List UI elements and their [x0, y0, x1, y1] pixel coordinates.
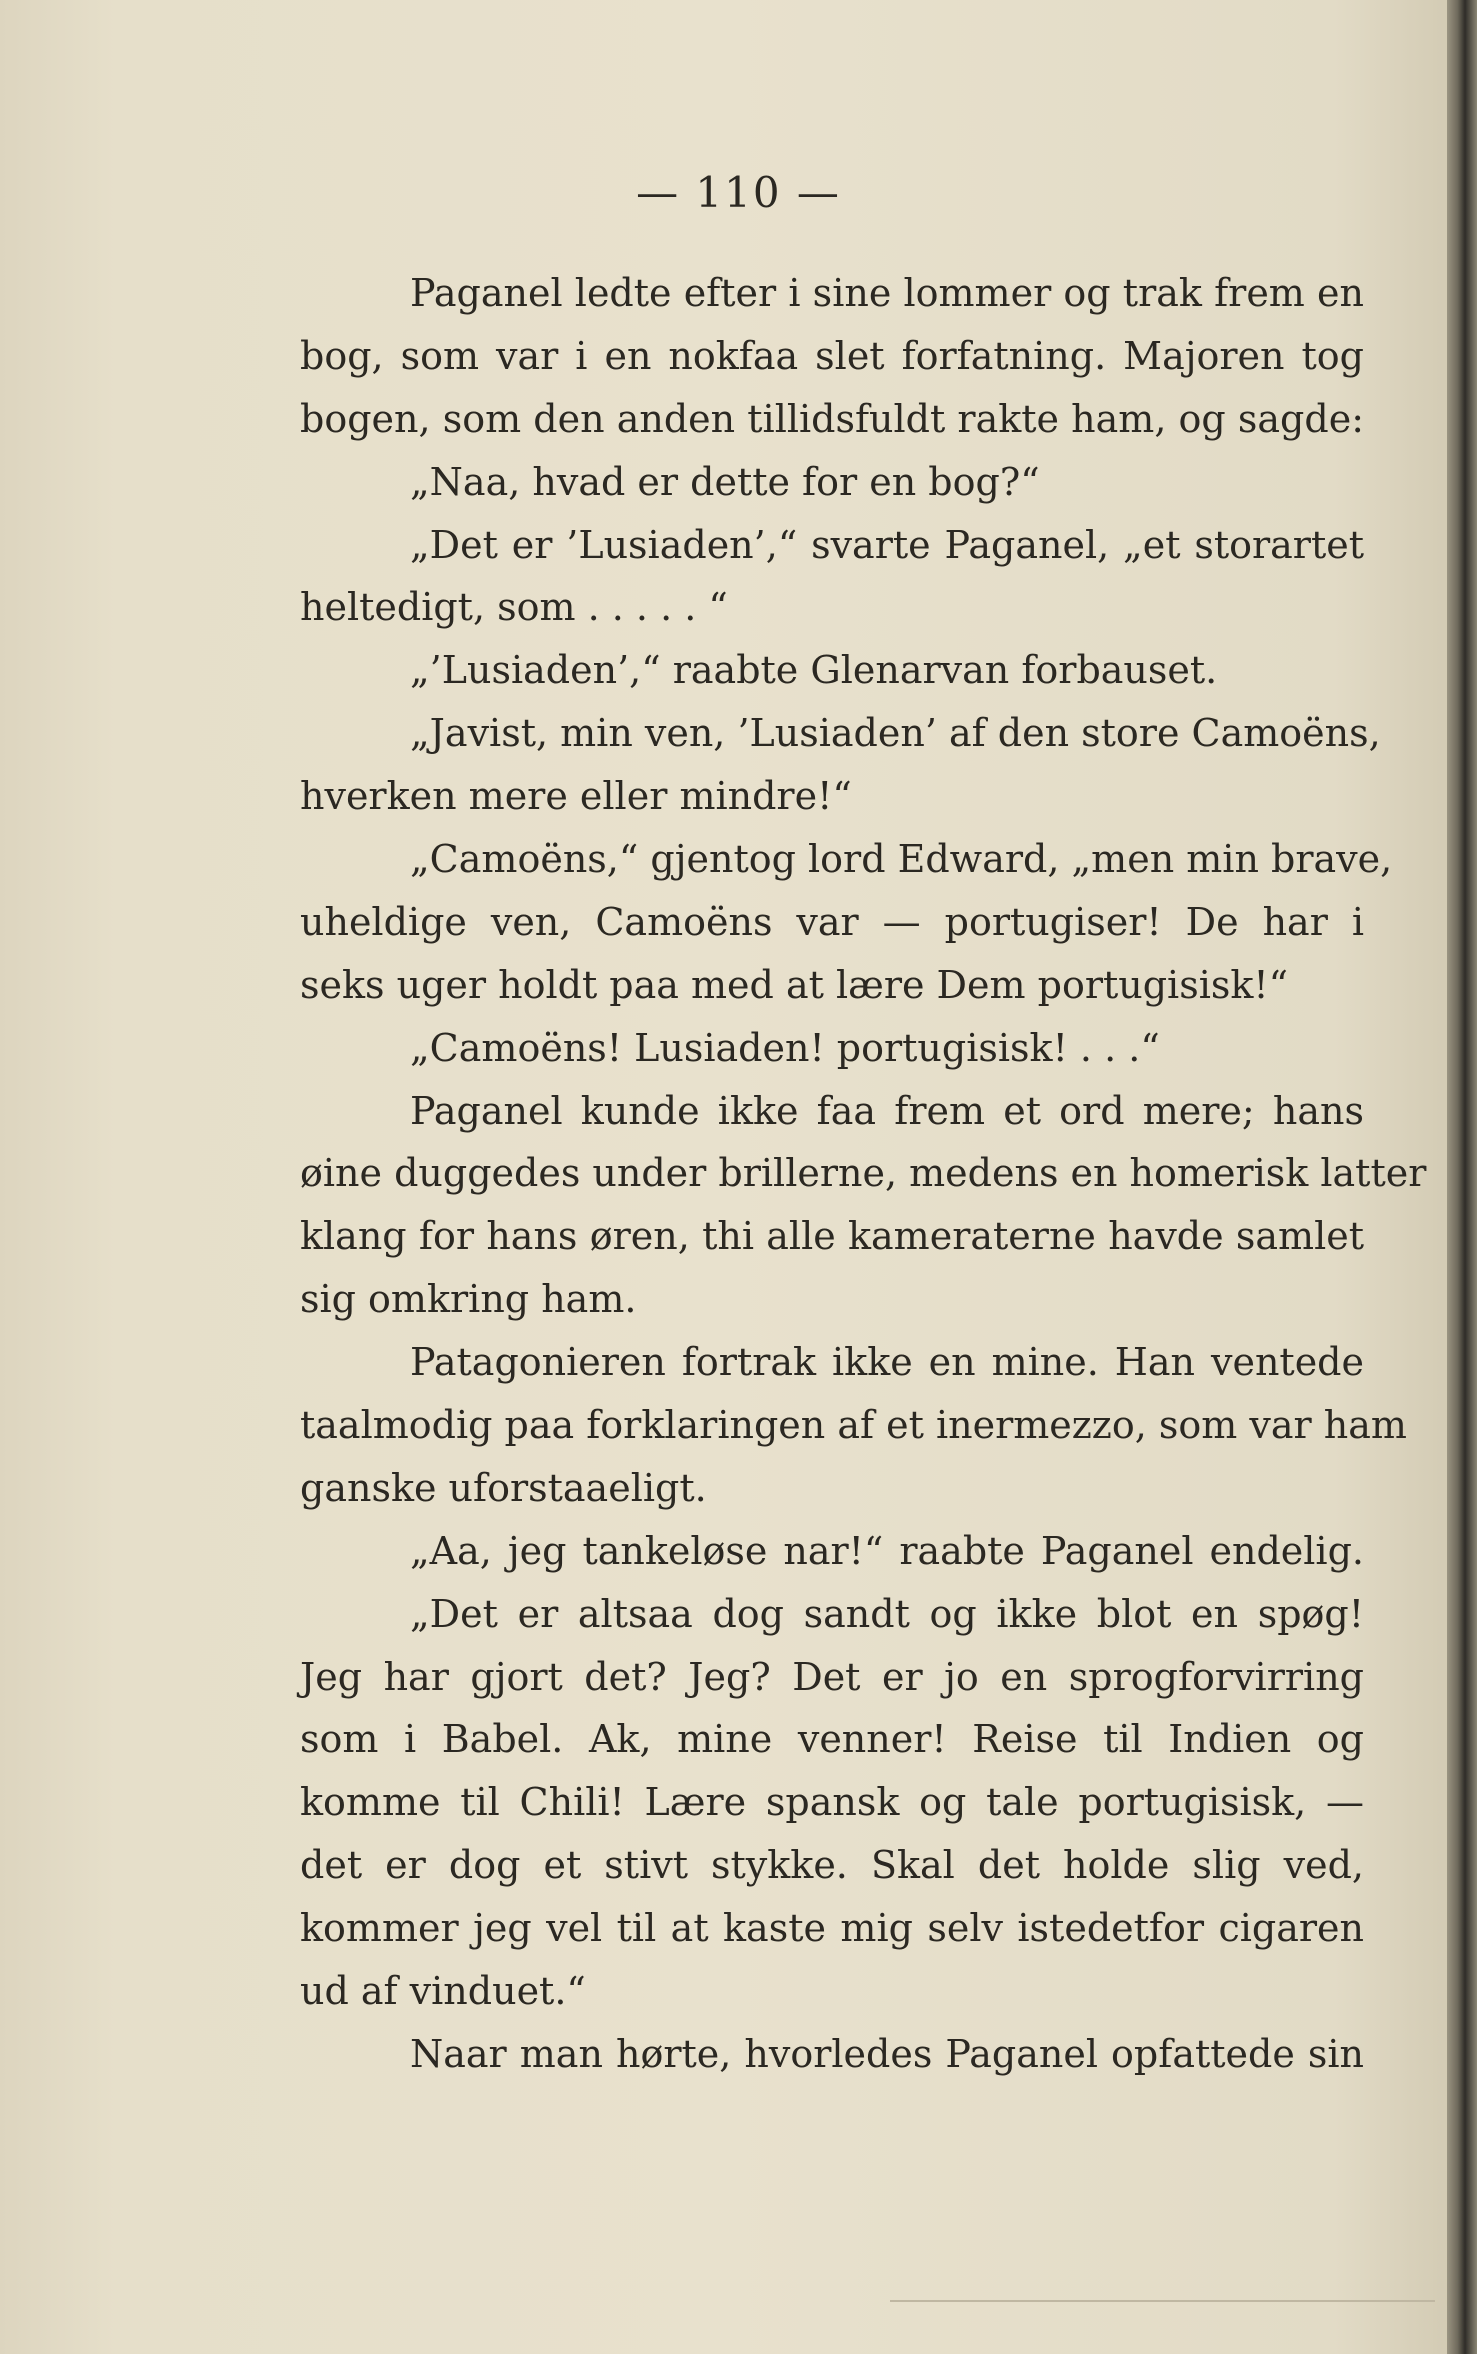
page-edge-rule — [890, 2300, 1435, 2302]
text-line: komme til Chili! Lære spansk og tale portugisisk, — — [300, 1780, 1364, 1825]
text-line: klang for hans øren, thi alle kameraterne havde samlet — [300, 1214, 1364, 1259]
text-line: kommer jeg vel til at kaste mig selv istedetfor cigaren — [300, 1906, 1364, 1951]
text-line: Naar man hørte, hvorledes Paganel opfattede sin — [410, 2031, 1364, 2076]
text-line: „Det er altsaa dog sandt og ikke blot en spøg! — [410, 1591, 1364, 1636]
text-line: „Aa, jeg tankeløse nar!“ raabte Paganel endelig. — [410, 1528, 1364, 1573]
text-line: seks uger holdt paa med at lære Dem portugisisk!“ — [300, 962, 1289, 1007]
text-line: hverken mere eller mindre!“ — [300, 774, 852, 819]
text-line: „Camoëns! Lusiaden! portugisisk! . . .“ — [410, 1025, 1160, 1070]
text-line: Jeg har gjort det? Jeg? Det er jo en sprogforvirring — [300, 1654, 1364, 1699]
text-line: „Javist, min ven, ’Lusiaden’ af den store Camoëns, — [410, 711, 1381, 756]
text-line: Paganel ledte efter i sine lommer og trak frem en — [410, 271, 1364, 315]
text-line: bogen, som den anden tillidsfuldt rakte ham, og sagde: — [300, 396, 1364, 441]
text-line: ud af vinduet.“ — [300, 1969, 586, 2014]
text-line: Paganel kunde ikke faa frem et ord mere; hans — [410, 1088, 1364, 1133]
text-line: „Naa, hvad er dette for en bog?“ — [410, 459, 1040, 504]
text-line: som i Babel. Ak, mine venner! Reise til Indien og — [300, 1717, 1364, 1762]
book-spine-edge — [1447, 0, 1477, 2354]
body-text — [300, 262, 1427, 2086]
text-line: sig omkring ham. — [300, 1277, 637, 1322]
text-line: taalmodig paa forklaringen af et inermezzo, som var ham — [300, 1403, 1407, 1448]
text-line: det er dog et stivt stykke. Skal det holde slig ved, — [300, 1843, 1364, 1888]
text-line: ganske uforstaaeligt. — [300, 1465, 707, 1510]
text-line: Patagonieren fortrak ikke en mine. Han ventede — [410, 1340, 1364, 1385]
page-number: — 110 — — [636, 168, 841, 217]
text-line: „’Lusiaden’,“ raabte Glenarvan forbauset. — [410, 648, 1218, 693]
text-line: „Det er ’Lusiaden’,“ svarte Paganel, „et storartet — [410, 522, 1364, 567]
text-line: øine duggedes under brillerne, medens en homerisk latter — [300, 1151, 1427, 1196]
text-line: „Camoëns,“ gjentog lord Edward, „men min brave, — [410, 837, 1393, 882]
text-line: uheldige ven, Camoëns var — portugiser! De har i — [300, 899, 1364, 944]
text-line: bog, som var i en nokfaa slet forfatning. Majoren tog — [300, 333, 1364, 378]
text-line: heltedigt, som . . . . . “ — [300, 585, 728, 630]
